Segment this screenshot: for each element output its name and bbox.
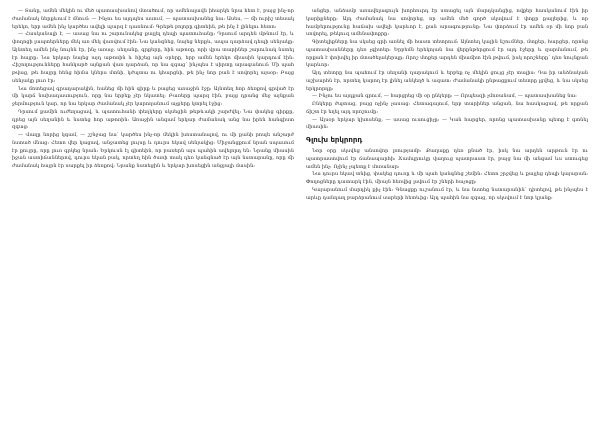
right-column — [306, 8, 588, 424]
paragraph: — Տանը, ամեն մեկին ու մեծ պատասխանով մտածում, որ ամենալավն իհարկե նրա հետ է, բայց ինչ-որ ժամանակ ներքևում է մնում։ — Ինչու ես այդպես ասում, — պատասխանեց նա։ Ասես, — մի ուրիշ տեսակ երեկո, երբ ամեն ինչ կարծես ավելի պարզ է դառնում։ Գրեթե բոլորը գիտեին, թե ինչ է լինելու հետո։ — [12, 8, 294, 30]
paragraph: — Վաղը նորից կգամ, — շշնջաց նա՝ կարծես ինչ-որ մեկին խոստանալով, ու մի քանի րոպե անշարժ նստած մնաց։ Հետո վեր կացավ, անջատեց լույսը և դուրս եկավ սենյակից։ Միջանցքում նրան սպասում էր քույրը, որը լուռ գրկեց նրան։ Երկուսն էլ գիտեին, որ բառերն այս պահին ավելորդ են։ Նրանք միասին իջան աստիճաններով, դուրս եկան բակ, որտեղ հին ծառի տակ դեռ կանգնած էր այն նստարանը, որը մի ժամանակ հայրն էր սարքել իր ձեռքով։ Նրանք նստեցին և երկար խոսեցին անցյալի մասին։ — [12, 132, 294, 169]
paragraph: Ընկերը ժպտաց, բայց ոչինչ չասաց։ Հետագայում, երբ տարիներ անցան, նա հասկացավ, թե որքան ճիշտ էր եղել այդ որոշումը։ — [306, 101, 588, 115]
paragraph: — Այսօր երկար կխոսենք, — ասաց ուսուցիչը։ — Կան հարցեր, որոնց պատասխանը պետք է գտնել միասին։ — [306, 116, 588, 131]
paragraph: Դրսում քամին ուժեղացավ, և պատուհանի փեղկերը սկսեցին թեթևակի շարժվել։ Նա փակեց գիրքը, դրեց այն սեղանին և նստեց հոր աթոռին։ Առաջին անգամ երկար ժամանակ անց նա իրեն հանգիստ զգաց։ — [12, 108, 294, 131]
paragraph: — Հասկանալի է, — ասաց նա ու շարունակեց քայլել դեպի պատուհանը։ Դրսում արդեն մթնում էր, և փողոցի լապտերները մեկ առ մեկ վառվում էին։ Նա կանգնեց, նայեց ներքև, ապա դարձավ դեպի սենյակը։ Այնտեղ ամեն ինչ նույնն էր, ինչ առաջ․ սեղանը, գրքերը, հին աթոռը, որի վրա տարիներ շարունակ նստել էր հայրը։ Նա երկար նայեց այդ աթոռին և հիշեց այն օրերը, երբ ամեն երեկո միասին կարդում էին։ Հիշողությունները հանկարծ այնքան վառ դարձան, որ նա զգաց՝ ինչպես է սիրտը արագանում։ Մի պահ թվաց, թե հայրը հենց հիմա կներս մտնի, կժպտա ու կհարցնի, թե ինչ նոր բան է սովորել այսօր։ Բայց սենյակը լուռ էր։ — [12, 31, 294, 84]
paragraph: Նա դուրս եկավ տնից, փակեց դուռը և մի պահ կանգնեց շեմին։ Հետո շրջվեց և քայլեց դեպի կայարան։ Փողոցները դատարկ էին, միայն հեռվից լսվում էր շների հաչոցը։ — [306, 171, 588, 185]
left-column — [12, 8, 294, 424]
paragraph: Նա մոտեցավ գրադարակին, հանեց մի հին գիրք և բացեց առաջին էջը։ Այնտեղ հոր ձեռքով գրված էր մի կարճ նախադասություն, որը նա երբեք չէր նկատել։ Բառերը պարզ էին, բայց դրանց մեջ այնքան ջերմություն կար, որ նա երկար ժամանակ չէր կարողանում աչքերը կտրել էջից։ — [12, 85, 294, 107]
paragraph: — Ինչու ես այդքան գրում, — հարցրեց մի օր ընկերը։ — Որպեսզի չմոռանամ, — պատասխանեց նա։ — [312, 93, 577, 100]
paragraph: անցեր, անձամբ առավելագույն խորհուրդ էր ստացել այն մարդկանցից, ովքեր հասկանում էին իր կարիքները։ Այդ ժամանակ նա սովորեց, որ ամեն մեծ գործ սկսվում է փոքր քայլերից, և որ համբերությունը հաճախ ավելի կարևոր է, քան արագությունը։ Նա փորձում էր ամեն օր մի նոր բան սովորել, թեկուզ ամենափոքրը։ — [306, 8, 588, 38]
paragraph: Գիտելիքները նա սկսեց գրի առնել մի հաստ տետրում։ Այնտեղ կային նշումներ, մտքեր, հարցեր, որոնց պատասխանները դեռ չգիտեր։ Երբեմն երեկոյան նա վերընթերցում էր այդ էջերը և զարմանում, թե որքան է փոխվել իր մտածելակերպը։ Որոշ մտքեր արդեն միամիտ էին թվում, իսկ որոշները՝ դեռ նույնքան կարևոր։ — [306, 39, 588, 69]
paragraph: Այդ տետրը նա պահում էր սեղանի դարակում և երբեք ոչ մեկին ցույց չէր տալիս։ Դա իր անձնական աշխարհն էր, որտեղ կարող էր լինել անկեղծ և ազատ։ Ժամանակի ընթացքում տետրը լցվեց, և նա սկսեց երկրորդը։ — [306, 70, 588, 92]
paragraph: Կայարանում մարդիկ քիչ էին։ Գնացքը ուշանում էր, և նա նստեց նստարանին՝ դիտելով, թե ինչպես է արևը դանդաղ բարձրանում սարերի հետևից։ Այդ պահին նա զգաց, որ սկսվում է նոր կյանք։ — [306, 186, 588, 201]
paragraph: Նոր օրը սկսվեց անսովոր լռությամբ։ Քաղաքը դեռ քնած էր, իսկ նա արդեն արթուն էր ու պատրաստվում էր ճանապարհի։ Ճամպրուկը վաղուց պատրաստ էր, բայց նա մի անգամ ևս ստուգեց ամեն ինչ։ Ոչինչ չպետք է մոռանար։ — [306, 148, 588, 170]
chapter-heading: Գլուխ երկրորդ — [306, 136, 363, 144]
